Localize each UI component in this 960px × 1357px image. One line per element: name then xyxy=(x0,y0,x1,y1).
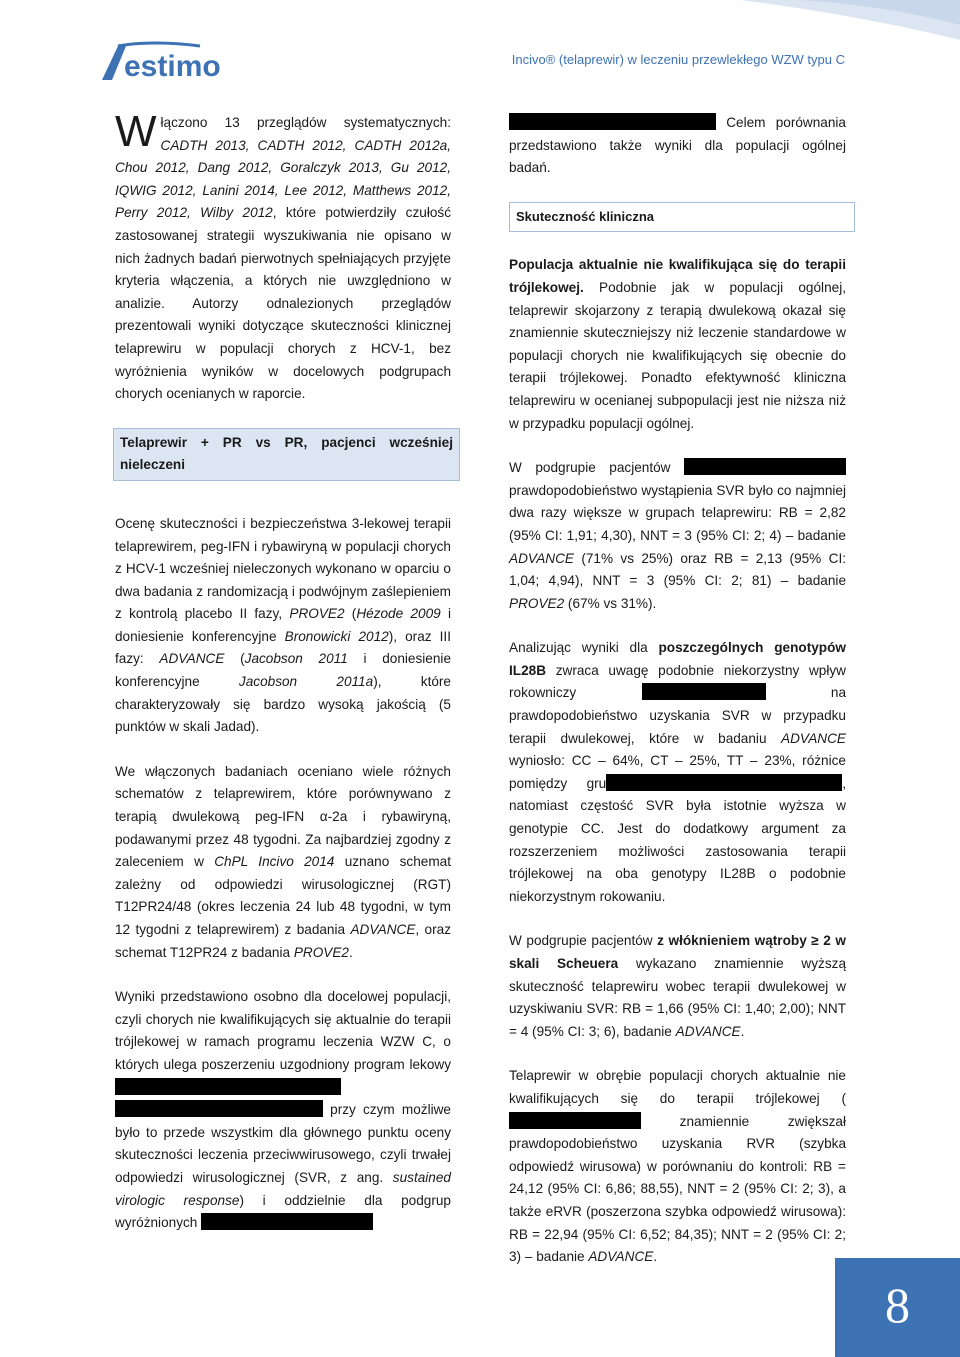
section-box-clinical-efficacy: Skuteczność kliniczna xyxy=(509,202,855,233)
redaction-bar xyxy=(115,1100,323,1117)
page-number: 8 xyxy=(885,1277,910,1333)
study-name: ADVANCE xyxy=(350,922,416,937)
text: wykazano znamiennie wyższą skuteczność telaprewiru wobec terapii dwulekowej w uzyskiwaniu SVR: RB = 1,66 (95% CI: 1,40; 2,00); NNT = 4 (95% CI: 3; 6), badanie xyxy=(509,956,846,1039)
text: (71% vs 25%) oraz RB = 2,13 (95% CI: 1,04; 4,94), NNT = 3 (95% CI: 2; 81) – badanie xyxy=(509,550,846,589)
text: Podobnie jak w populacji ogólnej, telaprewir skojarzony z terapią dwulekową okazał się znamiennie skuteczniejszy niż leczenie standardowe w populacji chorych nie kwalifikujących się obecnie do terapii trójlekowej. Ponadto efektywność kliniczna telaprewiru w ocenianej subpopulacji jest nie niższa niż w przypadku populacji ogólnej. xyxy=(509,279,846,431)
text: Ocenę skuteczności i bezpieczeństwa 3-lekowej terapii telaprewirem, peg-IFN i rybawiryną w populacji chorych z HCV-1 wcześniej nieleczonych wykonano w oparciu o dwa badania z randomizacją i podwójnym zaślepieniem z kontrolą placebo II fazy, xyxy=(115,515,451,622)
paragraph-results xyxy=(115,986,451,1235)
text: . xyxy=(740,1023,745,1039)
text: ), które charakteryzowały się bardzo wysoką jakością (5 punktów w skali Jadad). xyxy=(115,674,451,735)
text: znamiennie zwiększał prawdopodobieństwo uzyskania RVR (szybka odpowiedź wirusowa) w porównaniu do kontroli: RB = 24,12 (95% CI: 6,86; 88,55), NNT = 2 (95% CI: 2; 3), a także eRVR (poszerzona szybka odpowiedź wirusowa): RB = 22,94 (95% CI: 6,52; 84,35); NNT = 2 (95% CI: 2; 3) – badanie xyxy=(509,1113,846,1265)
text: (67% vs 31%). xyxy=(564,595,657,611)
text: zwraca uwagę podobnie niekorzystny wpływ rokowniczy xyxy=(509,662,846,701)
redaction-bar xyxy=(606,774,842,791)
reference: Bronowicki 2012 xyxy=(284,628,389,644)
text: Telaprewir w obrębie populacji chorych aktualnie nie kwalifikujących się do terapii trójlekowej ( xyxy=(509,1068,846,1106)
study-name: ADVANCE xyxy=(509,550,574,566)
text: łączono 13 przeglądów systematycznych: xyxy=(160,115,451,130)
paragraph-population xyxy=(509,254,846,435)
study-name: ADVANCE xyxy=(588,1249,654,1265)
text: prawdopodobieństwo wystąpienia SVR było co najmniej dwa razy większe w grupach telaprewiru: RB = 2,82 (95% CI: 1,91; 4,30), NNT = 3 (95% CI: 2; 4) – badanie xyxy=(509,482,846,543)
document-header-title: Incivo® (telaprewir) w leczeniu przewlekłego WZW typu C xyxy=(511,52,845,67)
redaction-bar xyxy=(684,458,846,475)
left-column xyxy=(115,107,453,1257)
reference: Hézode 2009 xyxy=(356,606,441,622)
references: CADTH 2013, CADTH 2012, CADTH 2012a, Chou 2012, Dang 2012, Goralczyk 2013, Gu 2012, IQWIG 2012, Lanini 2014, Lee 2012, Matthews 2012, Perry 2012, Wilby 2012 xyxy=(115,137,451,221)
text: , które potwierdziły czułość zastosowanej strategii wyszukiwania nie opisano w nich żadnych badań pierwotnych spełniających przyjęte kryteria włączenia, a których nie uwzględniono w analizie. Autorzy odnalezionych przeglądów prezentowali wyniki dotyczące skuteczności klinicznej telaprewiru w populacji chorych z HCV-1, bez wyróżnienia wyników w docelowych podgrupach chorych ocenianych w raporcie. xyxy=(115,205,451,402)
paragraph-il28b xyxy=(509,637,846,908)
drop-cap: W xyxy=(115,107,157,156)
reference: Jacobson 2011a xyxy=(238,674,374,690)
paragraph-comparison xyxy=(509,112,846,180)
text: , oraz schemat T12PR24 z badania xyxy=(115,922,452,960)
text: W podgrupie pacjentów xyxy=(509,460,684,476)
emphasis: z włóknieniem wątroby ≥ 2 w skali Scheuera xyxy=(509,933,846,971)
subheading: Populacja aktualnie nie kwalifikująca się do terapii trójlekowej. xyxy=(509,257,846,295)
text: wyniosło: CC – 64%, CT – 25%, TT – 23%, różnice pomiędzy gru xyxy=(509,753,846,791)
text: W podgrupie pacjentów xyxy=(509,933,658,949)
intro-paragraph xyxy=(115,107,451,406)
section-box-naive-patients: Telaprewir + PR vs PR, pacjenci wcześniej nieleczeni xyxy=(113,428,460,481)
redaction-bar xyxy=(642,683,766,700)
emphasis: poszczególnych genotypów IL28B xyxy=(509,640,846,678)
text: Analizując wyniki dla xyxy=(509,640,659,656)
text: ) i oddzielnie dla podgrup wyróżnionych xyxy=(115,1192,451,1231)
text: ), oraz III fazy: xyxy=(115,628,451,667)
study-name: ADVANCE xyxy=(675,1023,741,1039)
redaction-bar xyxy=(201,1213,373,1230)
redaction-bar xyxy=(509,113,716,130)
paragraph-rvr xyxy=(509,1065,846,1268)
paragraph-fibrosis xyxy=(509,930,846,1043)
reference: Jacobson 2011 xyxy=(244,651,348,667)
text: i doniesienie konferencyjne xyxy=(115,651,452,690)
estimo-logo xyxy=(100,40,250,86)
text: We włączonych badaniach oceniano wiele różnych schematów z telaprewirem, które porównywano z terapią dwulekową peg-IFN α-2a i rybawiryną, podawanymi przez 48 tygodni. Za najbardziej zgodny z zaleceniem w xyxy=(115,763,451,870)
text: i doniesienie konferencyjne xyxy=(115,606,451,644)
text: ( xyxy=(344,606,357,622)
study-name: PROVE2 xyxy=(509,595,565,611)
text: ( xyxy=(224,651,245,667)
text: na prawdopodobieństwo uzyskania SVR w przypadku terapii dwulekowej, które w badaniu xyxy=(509,685,846,746)
right-column xyxy=(509,112,846,1291)
paragraph-subgroup-svr xyxy=(509,457,846,615)
page-number-box xyxy=(835,1258,960,1357)
logo-text: estimo xyxy=(124,50,221,83)
text: . xyxy=(349,944,353,960)
reference: ChPL Incivo 2014 xyxy=(214,854,335,870)
redaction-bar xyxy=(509,1112,641,1129)
text: Wyniki przedstawiono osobno dla docelowej populacji, czyli chorych nie kwalifikujących się aktualnie do terapii trójlekowej w ramach programu leczenia WZW C, o których ulega poszerzeniu uzgodniony program lekowy xyxy=(115,989,451,1072)
study-name: PROVE2 xyxy=(289,606,345,622)
redaction-bar xyxy=(115,1078,341,1095)
paragraph-schemes xyxy=(115,761,451,964)
text: uznano schemat zależny od odpowiedzi wirusologicznej (RGT) T12PR24/48 (okres leczenia 24 lub 48 tygodni, w tym 12 tygodni z telaprewirem) z badania xyxy=(115,854,451,937)
paragraph-efficacy-assessment xyxy=(115,513,451,739)
text: przy czym możliwe było to przede wszystkim dla głównego punktu oceny skuteczności leczenia przeciwwirusowego, czyli trwałej odpowiedzi wirusologicznej (SVR, z ang. xyxy=(115,1102,451,1185)
study-name: ADVANCE xyxy=(159,651,225,667)
text: , natomiast częstość SVR była istotnie wyższa w genotypie CC. Jest do dodatkowy argument za rozszerzeniem możliwości zastosowania terapii trójlekowej na oba genotypy IL28B o podobnie niekorzystnym rokowaniu. xyxy=(509,775,846,904)
text: Celem porównania przedstawiono także wyniki dla populacji ogólnej badań. xyxy=(509,115,846,176)
study-name: ADVANCE xyxy=(781,730,846,746)
term: sustained virologic response xyxy=(115,1169,451,1208)
text: . xyxy=(653,1249,658,1265)
study-name: PROVE2 xyxy=(293,944,349,960)
